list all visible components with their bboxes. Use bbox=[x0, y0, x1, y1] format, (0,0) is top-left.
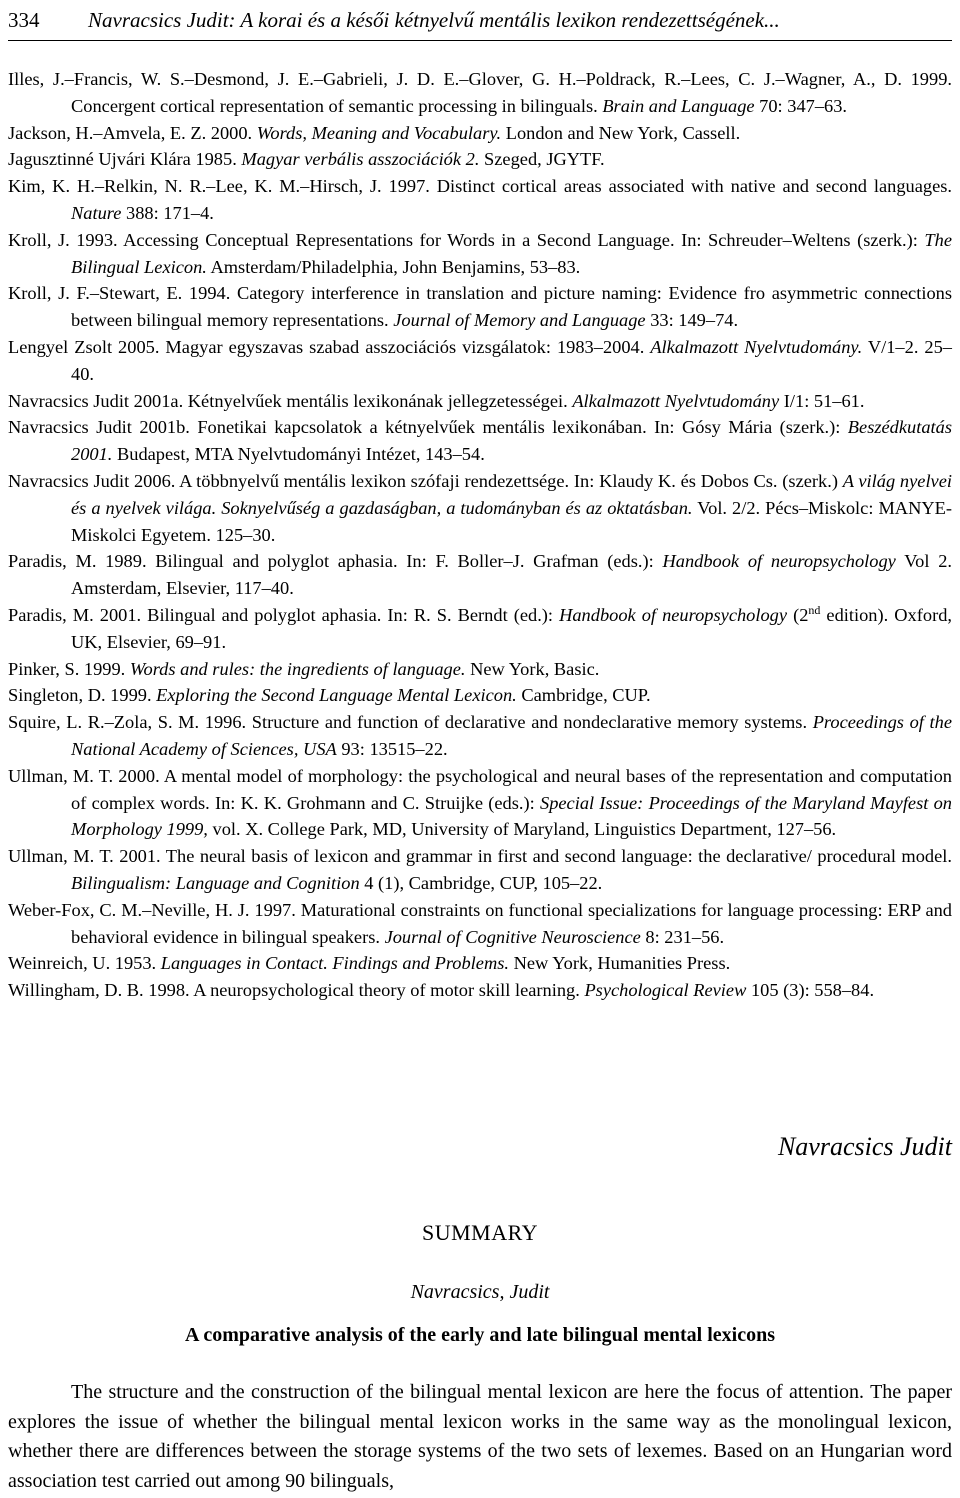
summary-title: A comparative analysis of the early and late bilingual mental lexicons bbox=[185, 1324, 775, 1346]
reference-entry bbox=[8, 843, 952, 897]
reference-entry bbox=[8, 709, 952, 763]
reference-entry bbox=[8, 548, 952, 602]
reference-source: Nature bbox=[71, 202, 122, 223]
reference-details-continued: edition). Oxford, UK, Elsevier, 69–91. bbox=[71, 604, 952, 652]
reference-text: Navracsics Judit 2001a. Kétnyelvűek mentális lexikonának jellegzetességei. bbox=[8, 390, 573, 411]
reference-details: New York, Humanities Press. bbox=[509, 953, 731, 974]
reference-text: Paradis, M. 1989. Bilingual and polyglot aphasia. In: F. Boller–J. Grafman (eds.): bbox=[8, 551, 663, 572]
reference-source: Journal of Memory and Language bbox=[393, 310, 646, 331]
reference-text: Kroll, J. 1993. Accessing Conceptual Representations for Words in a Second Language. In: Schreuder–Weltens (szerk.): bbox=[8, 229, 925, 250]
reference-entry bbox=[8, 280, 952, 334]
reference-entry bbox=[8, 763, 952, 843]
reference-source: Words and rules: the ingredients of language. bbox=[129, 658, 466, 679]
reference-entry bbox=[8, 173, 952, 227]
reference-text: Kim, K. H.–Relkin, N. R.–Lee, K. M.–Hirsch, J. 1997. Distinct cortical areas associated with native and second languages. bbox=[8, 176, 952, 197]
running-title: Navracsics Judit: A korai és a késői kétnyelvű mentális lexikon rendezettségének... bbox=[88, 8, 780, 32]
summary-abstract: The structure and the construction of the bilingual mental lexicon are here the focus of attention. The paper explores the issue of whether the bilingual mental lexicon works in the same way as the monolingual lexicon, whether there are differences between the storage systems of the two sets of lexemes. Based on an Hungarian word association test carried out among 90 bilinguals, bbox=[8, 1381, 952, 1492]
reference-source: Alkalmazott Nyelvtudomány. bbox=[650, 336, 863, 357]
reference-entry bbox=[8, 950, 952, 977]
reference-details: Amsterdam/Philadelphia, John Benjamins, 53–83. bbox=[206, 256, 581, 277]
reference-details: 8: 231–56. bbox=[640, 926, 725, 947]
reference-entry bbox=[8, 120, 952, 147]
reference-text: Illes, J.–Francis, W. S.–Desmond, J. E.–Gabrieli, J. D. E.–Glover, G. H.–Poldrack, R.–Lees, C. J.–Wagner, A., D. 1999. Concergent cortical representation of semantic processing in bilinguals. bbox=[8, 69, 952, 116]
page-number: 334 bbox=[8, 8, 40, 32]
reference-entry bbox=[8, 227, 952, 281]
reference-text: Navracsics Judit 2006. A többnyelvű mentális lexikon szófaji rendezettsége. In: Klaudy K. és Dobos Cs. (szerk.) bbox=[8, 470, 843, 491]
reference-text: Jackson, H.–Amvela, E. Z. 2000. bbox=[8, 122, 257, 143]
running-header bbox=[8, 2, 952, 38]
reference-source: Journal of Cognitive Neuroscience bbox=[384, 926, 641, 947]
reference-details: 105 (3): 558–84. bbox=[746, 980, 875, 1001]
reference-details: (2 bbox=[787, 604, 809, 625]
reference-entry bbox=[8, 468, 952, 548]
reference-details: vol. X. College Park, MD, University of Maryland, Linguistics Department, 127–56. bbox=[207, 819, 837, 840]
reference-text: Pinker, S. 1999. bbox=[8, 658, 130, 679]
author-signature: Navracsics Judit bbox=[777, 1132, 952, 1161]
reference-entry bbox=[8, 388, 952, 415]
reference-source: Special Issue: Proceedings of the Maryland Mayfest on Morphology 1999, bbox=[71, 792, 953, 840]
reference-source: Proceedings of the National Academy of Sciences, USA bbox=[71, 712, 952, 759]
reference-entry bbox=[8, 66, 952, 120]
reference-details: 4 (1), Cambridge, CUP, 105–22. bbox=[359, 872, 603, 893]
reference-details: 33: 149–74. bbox=[645, 310, 739, 331]
reference-entry bbox=[8, 656, 952, 683]
reference-text: Navracsics Judit 2001b. Fonetikai kapcsolatok a kétnyelvűek mentális lexikonában. In: Gósy Mária (szerk.): bbox=[8, 417, 848, 438]
reference-source: Psychological Review bbox=[584, 980, 747, 1001]
reference-source: A világ nyelvei és a nyelvek világa. Soknyelvűség a gazdaságban, a tudományban és az oktatásban. bbox=[71, 470, 952, 518]
reference-details: Budapest, MTA Nyelvtudományi Intézet, 143–54. bbox=[112, 444, 485, 465]
reference-details: Vol. 2/2. Pécs–Miskolc: MANYE-Miskolci Egyetem. 125–30. bbox=[71, 497, 952, 545]
reference-text: Weber-Fox, C. M.–Neville, H. J. 1997. Maturational constraints on functional specializations for language processing: ERP and behavioral evidence in bilingual speakers. bbox=[8, 899, 952, 947]
reference-details: Cambridge, CUP. bbox=[516, 685, 651, 706]
reference-details: 93: 13515–22. bbox=[336, 738, 448, 759]
reference-details: I/1: 51–61. bbox=[779, 390, 865, 411]
reference-text: Weinreich, U. 1953. bbox=[8, 953, 161, 974]
reference-text: Paradis, M. 2001. Bilingual and polyglot aphasia. In: R. S. Berndt (ed.): bbox=[8, 604, 560, 625]
reference-text: Squire, L. R.–Zola, S. M. 1996. Structure and function of declarative and nondeclarative memory systems. bbox=[8, 712, 813, 733]
reference-source: Languages in Contact. Findings and Problems. bbox=[160, 953, 509, 974]
header-rule bbox=[8, 40, 952, 41]
reference-entry bbox=[8, 897, 952, 951]
reference-text: Kroll, J. F.–Stewart, E. 1994. Category interference in translation and picture naming: Evidence fro asymmetric connections between bilingual memory representations. bbox=[8, 283, 952, 331]
reference-source: Magyar verbális asszociációk 2. bbox=[241, 149, 480, 170]
reference-details: Szeged, JGYTF. bbox=[479, 149, 605, 170]
reference-entry bbox=[8, 146, 952, 173]
reference-source: Exploring the Second Language Mental Lexicon. bbox=[156, 685, 517, 706]
reference-source: Handbook of neuropsychology bbox=[662, 551, 896, 572]
reference-list bbox=[8, 66, 952, 1004]
reference-source: Alkalmazott Nyelvtudomány bbox=[572, 390, 780, 411]
reference-text: Ullman, M. T. 2000. A mental model of morphology: the psychological and neural bases of the representation and computation of complex words. In: K. K. Grohmann and C. Struijke (eds.): bbox=[8, 765, 952, 813]
reference-text: Willingham, D. B. 1998. A neuropsychological theory of motor skill learning. bbox=[8, 980, 585, 1001]
reference-entry bbox=[8, 414, 952, 468]
reference-source: The Bilingual Lexicon. bbox=[71, 229, 952, 277]
reference-text: Lengyel Zsolt 2005. Magyar egyszavas szabad asszociációs vizsgálatok: 1983–2004. bbox=[8, 336, 651, 357]
reference-details: V/1–2. 25–40. bbox=[71, 336, 952, 384]
reference-details: 70: 347–63. bbox=[754, 95, 848, 116]
reference-details: London and New York, Cassell. bbox=[501, 122, 741, 143]
reference-details: Vol 2. Amsterdam, Elsevier, 117–40. bbox=[71, 551, 952, 599]
reference-text: Ullman, M. T. 2001. The neural basis of lexicon and grammar in first and second language: the declarative/ procedural model. bbox=[8, 846, 952, 867]
summary-author: Navracsics, Judit bbox=[410, 1281, 550, 1303]
reference-entry bbox=[8, 602, 952, 656]
reference-source: Words, Meaning and Vocabulary. bbox=[256, 122, 502, 143]
reference-entry bbox=[8, 977, 952, 1004]
reference-source: Brain and Language bbox=[602, 95, 755, 116]
reference-source: Beszédkutatás 2001. bbox=[71, 417, 952, 465]
reference-text: Singleton, D. 1999. bbox=[8, 685, 157, 706]
reference-details: New York, Basic. bbox=[465, 658, 600, 679]
reference-superscript: nd bbox=[808, 602, 821, 617]
reference-source: Bilingualism: Language and Cognition bbox=[71, 872, 360, 893]
reference-text: Jagusztinné Ujvári Klára 1985. bbox=[8, 149, 242, 170]
reference-entry bbox=[8, 334, 952, 388]
reference-source: Handbook of neuropsychology bbox=[559, 604, 788, 625]
summary-heading: SUMMARY bbox=[422, 1220, 538, 1245]
reference-entry bbox=[8, 682, 952, 709]
reference-details: 388: 171–4. bbox=[121, 202, 214, 223]
